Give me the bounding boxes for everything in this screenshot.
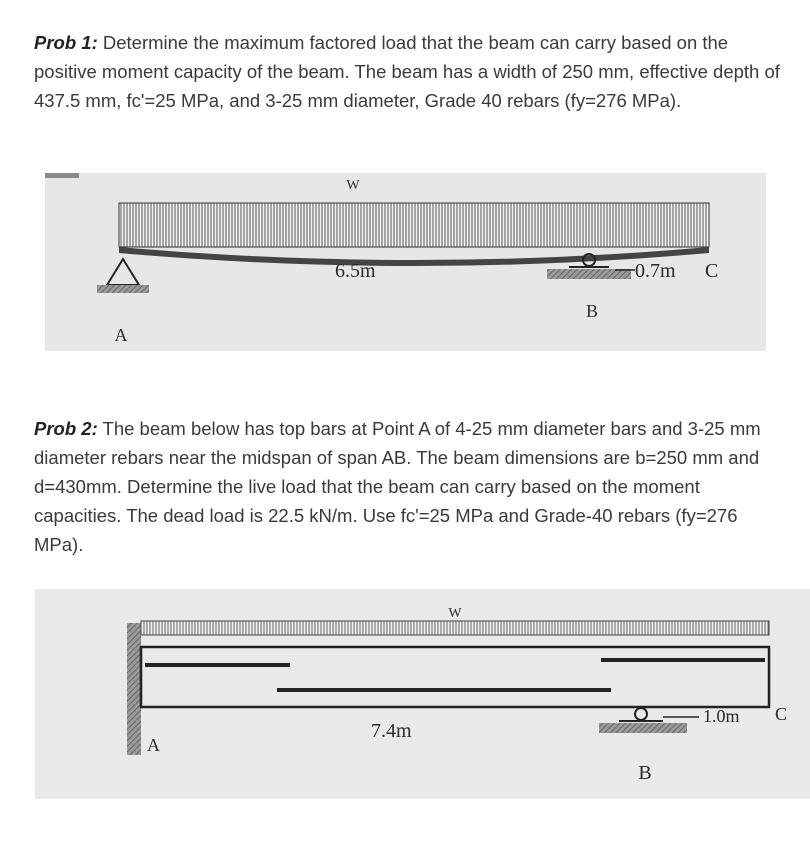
support-b-label: B: [585, 301, 599, 321]
support-a-label: A: [114, 325, 128, 345]
distributed-load: [119, 203, 709, 247]
span-label: 6.5m: [335, 260, 376, 282]
load-label: W: [448, 606, 462, 621]
problem-1-beam-figure: [45, 173, 766, 351]
problem-2-label: Prob 2:: [34, 418, 98, 439]
load-label: W: [346, 178, 360, 193]
problem-2-text: [34, 414, 784, 559]
overhang-label: 1.0m: [703, 706, 740, 726]
pin-support-a: [97, 259, 149, 293]
problem-2-beam-figure: [35, 589, 810, 799]
roller-support-b: [599, 708, 687, 733]
end-c-label: C: [775, 704, 788, 724]
problem-1-text: [34, 28, 784, 115]
distributed-load: [141, 621, 769, 635]
overhang-label: 0.7m: [635, 260, 676, 282]
beam: [141, 647, 769, 707]
fixed-wall-a: [127, 623, 141, 755]
support-b-label: B: [638, 762, 652, 784]
problem-1-label: Prob 1:: [34, 32, 98, 53]
problem-2-body: The beam below has top bars at Point A of 4-25 mm diameter bars and 3-25 mm diameter rebars near the midspan of span AB. The beam dimensions are b=250 mm and d=430mm. Determine the live load that the beam can carry based on the moment capacities. The dead load is 22.5 kN/m. Use fc'=25 MPa and Grade-40 rebars (fy=276 MPa).: [34, 418, 761, 555]
support-a-label: A: [147, 735, 160, 755]
beam: [119, 247, 709, 266]
problem-1-body: Determine the maximum factored load that the beam can carry based on the positive moment capacity of the beam. The beam has a width of 250 mm, effective depth of 437.5 mm, fc'=25 MPa, and 3-25 mm diameter, Grade 40 rebars (fy=276 MPa).: [34, 32, 780, 111]
span-label: 7.4m: [371, 720, 412, 742]
end-c-label: C: [705, 260, 719, 282]
